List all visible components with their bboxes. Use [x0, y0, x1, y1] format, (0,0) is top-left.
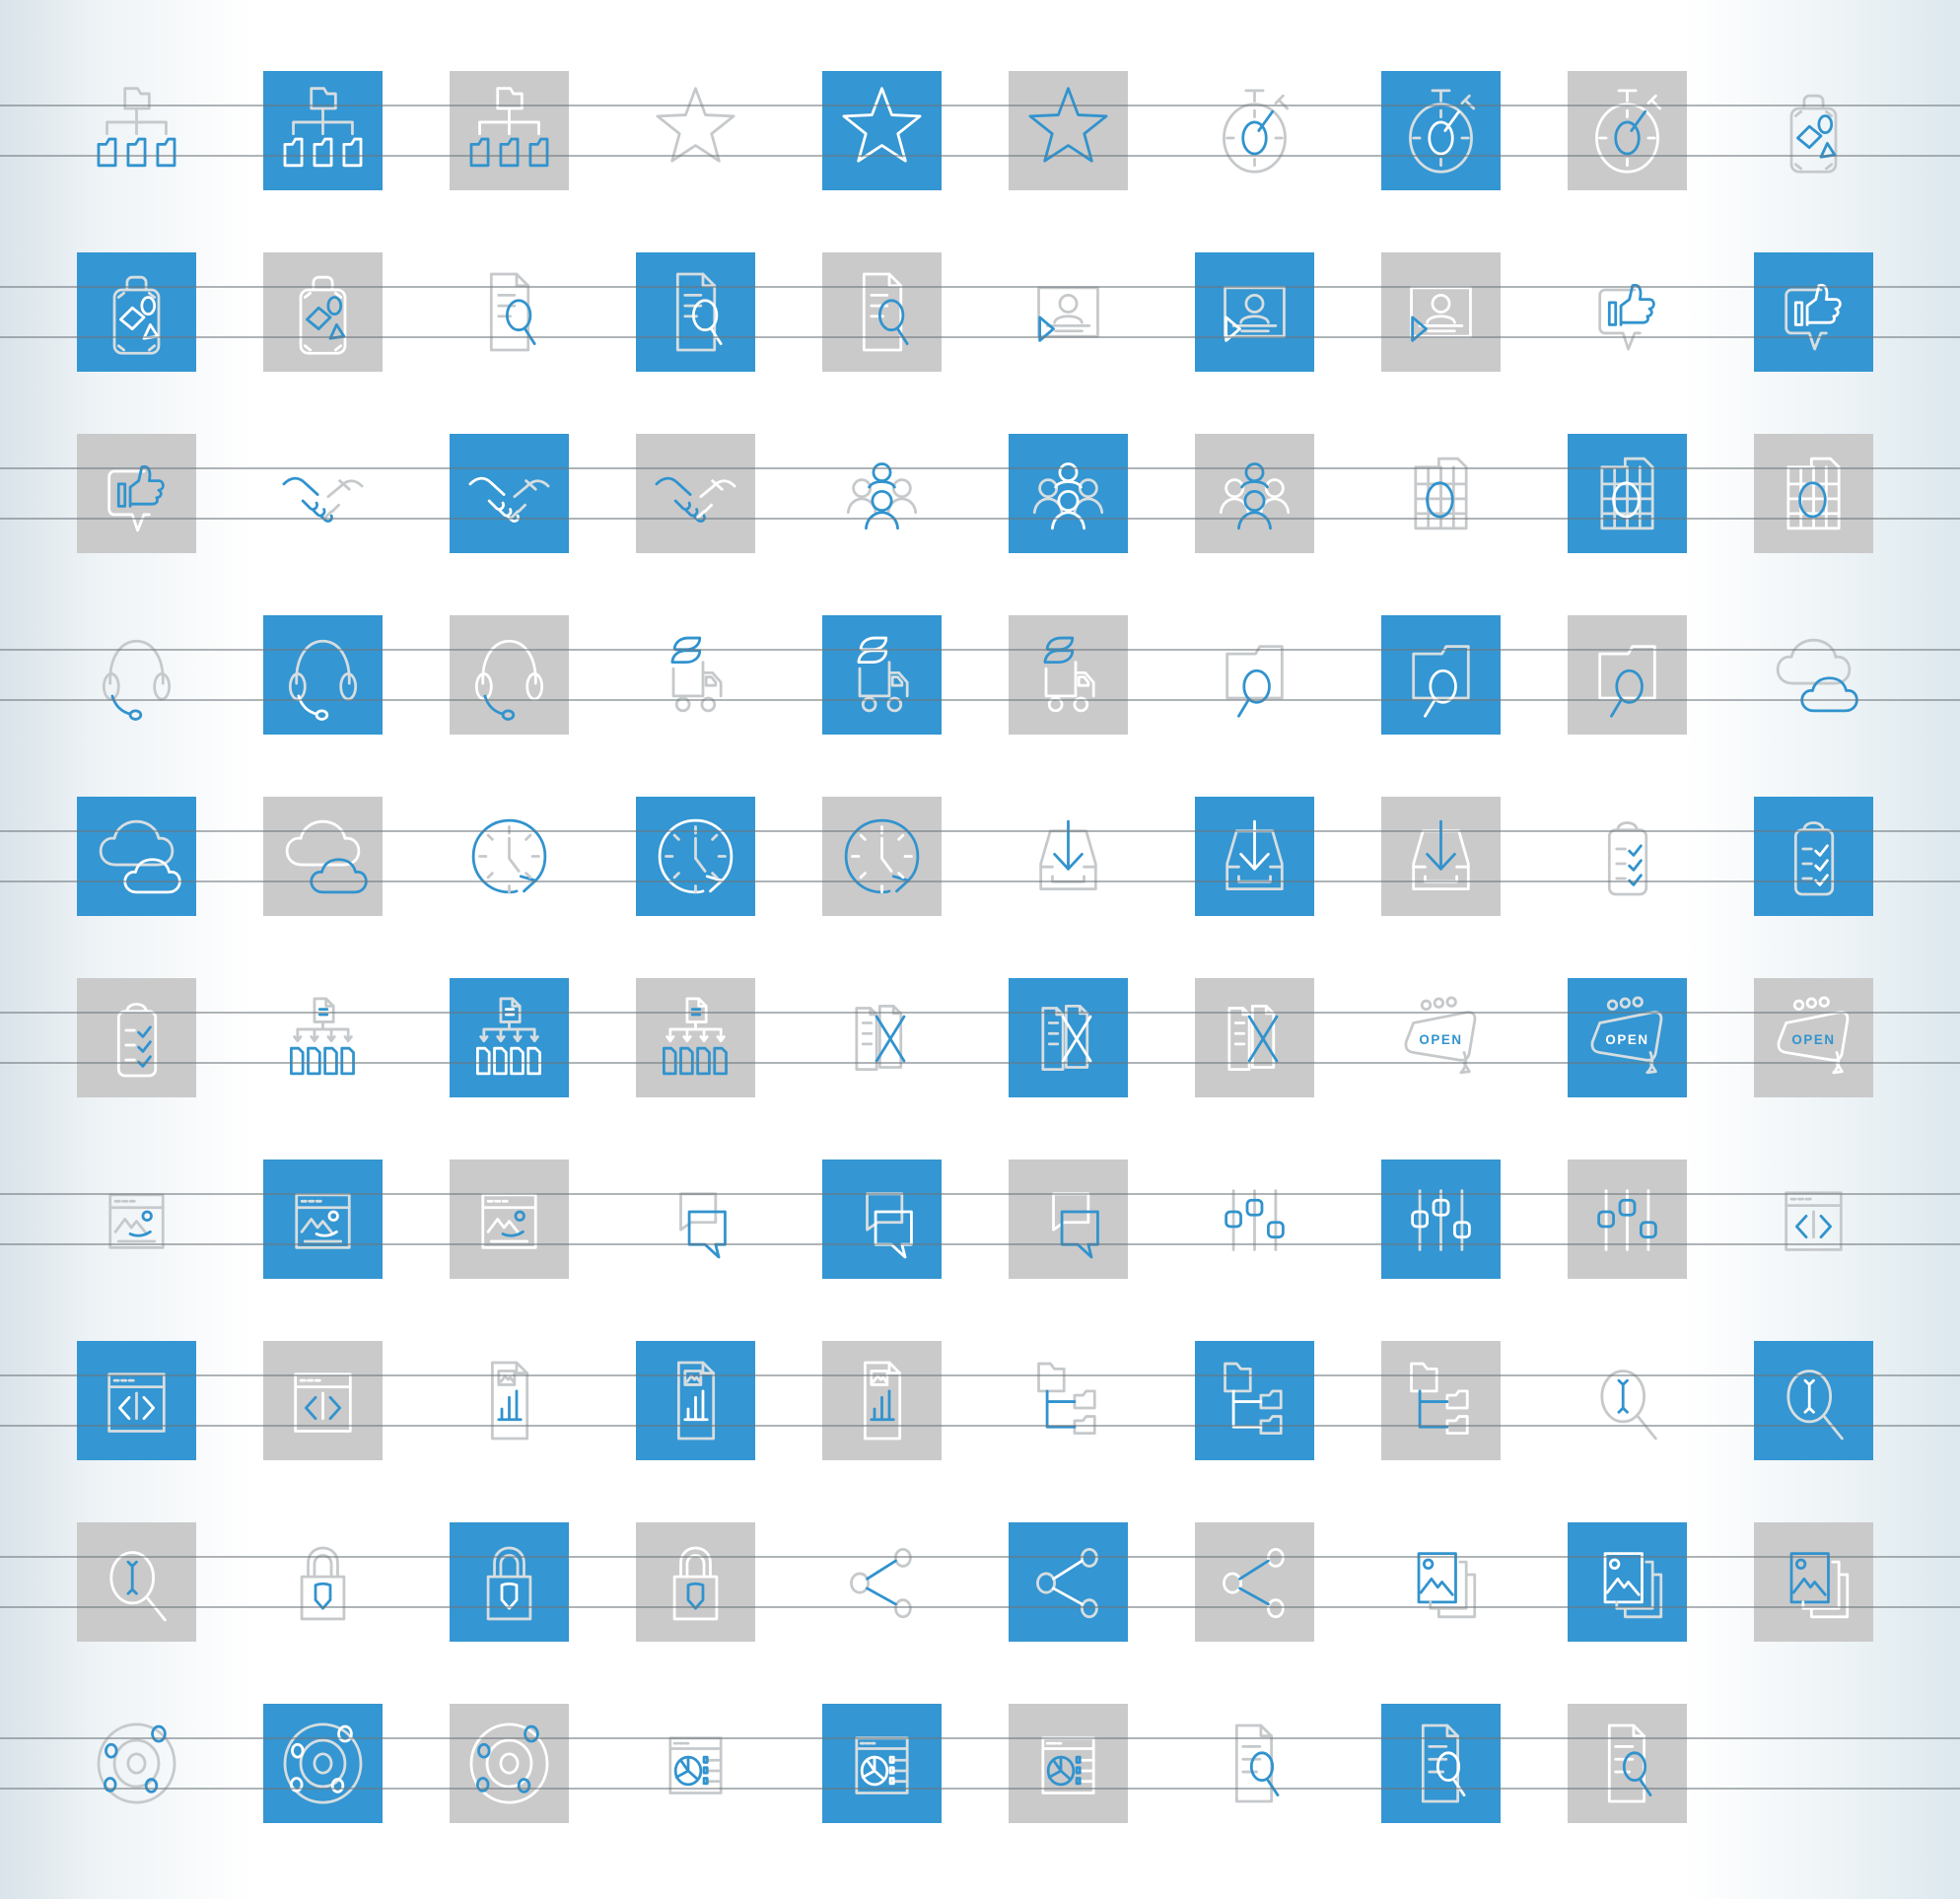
- handshake-icon: [643, 441, 748, 546]
- tile-orbit-network-blue: [263, 1704, 383, 1823]
- tile-delivery-truck-blue: [822, 615, 942, 735]
- image-browser-icon: [456, 1166, 562, 1272]
- tile-headset-support-gray: [450, 615, 569, 735]
- handshake-icon: [270, 441, 376, 546]
- clock-history-icon: [829, 804, 935, 909]
- inbox-download-icon: [1388, 804, 1494, 909]
- svg-text:OPEN: OPEN: [1419, 1031, 1463, 1047]
- clouds-icon: [84, 804, 189, 909]
- calendar-event-icon: [1761, 441, 1866, 546]
- delivery-truck-icon: [829, 622, 935, 728]
- tile-clipboard-checklist-plain: [1568, 797, 1687, 916]
- tile-text-search-plain: [1568, 1341, 1687, 1460]
- video-player-icon: [1015, 259, 1121, 365]
- share-network-icon: [1202, 1529, 1307, 1635]
- photo-stack-icon: [1575, 1529, 1680, 1635]
- document-search-2-icon: [1202, 1711, 1307, 1816]
- tile-stopwatch-gray: [1568, 71, 1687, 190]
- tile-handshake-blue: [450, 434, 569, 553]
- tile-report-document-plain: [450, 1341, 569, 1460]
- tile-handshake-plain: [263, 434, 383, 553]
- tile-chat-bubbles-gray: [1009, 1160, 1128, 1279]
- sitemap-folders-icon: [84, 78, 189, 183]
- tile-document-search-2-gray: [1568, 1704, 1687, 1823]
- share-network-icon: [1015, 1529, 1121, 1635]
- clock-history-icon: [643, 804, 748, 909]
- tile-photo-stack-blue: [1568, 1522, 1687, 1642]
- tile-settings-sliders-plain: [1195, 1160, 1314, 1279]
- document-distribution-icon: [456, 985, 562, 1090]
- tile-folder-tree-gray: [1381, 1341, 1501, 1460]
- tile-open-sign-gray: [1754, 978, 1873, 1097]
- tile-document-search-2-blue: [1381, 1704, 1501, 1823]
- tile-testimonial-thumbs-up-gray: [77, 434, 196, 553]
- dashboard-pie-icon: [643, 1711, 748, 1816]
- document-search-2-icon: [1575, 1711, 1680, 1816]
- people-group-icon: [1015, 441, 1121, 546]
- tile-text-search-blue: [1754, 1341, 1873, 1460]
- image-browser-icon: [270, 1166, 376, 1272]
- tile-clipboard-checklist-gray: [77, 978, 196, 1097]
- calendar-event-icon: [1388, 441, 1494, 546]
- open-sign-icon: [1388, 985, 1494, 1090]
- tile-settings-sliders-blue: [1381, 1160, 1501, 1279]
- tile-suitcase-blue: [77, 252, 196, 372]
- tile-settings-sliders-gray: [1568, 1160, 1687, 1279]
- tile-report-document-gray: [822, 1341, 942, 1460]
- tile-image-browser-blue: [263, 1160, 383, 1279]
- headset-support-icon: [84, 622, 189, 728]
- open-sign-icon: [1761, 985, 1866, 1090]
- tile-clock-history-blue: [636, 797, 755, 916]
- orbit-network-icon: [456, 1711, 562, 1816]
- clipboard-checklist-icon: [1575, 804, 1680, 909]
- tile-folder-search-gray: [1568, 615, 1687, 735]
- tile-orbit-network-gray: [450, 1704, 569, 1823]
- testimonial-thumbs-up-icon: [84, 441, 189, 546]
- sitemap-folders-icon: [456, 78, 562, 183]
- report-document-icon: [829, 1348, 935, 1453]
- tile-share-network-plain: [822, 1522, 942, 1642]
- suitcase-icon: [84, 259, 189, 365]
- documents-rejected-icon: [1015, 985, 1121, 1090]
- clouds-icon: [1761, 622, 1866, 728]
- inbox-download-icon: [1015, 804, 1121, 909]
- people-group-icon: [829, 441, 935, 546]
- share-network-icon: [829, 1529, 935, 1635]
- stopwatch-icon: [1202, 78, 1307, 183]
- tile-inbox-download-plain: [1009, 797, 1128, 916]
- video-player-icon: [1388, 259, 1494, 365]
- tile-stopwatch-plain: [1195, 71, 1314, 190]
- clipboard-checklist-icon: [84, 985, 189, 1090]
- folder-tree-icon: [1015, 1348, 1121, 1453]
- dashboard-pie-icon: [829, 1711, 935, 1816]
- image-browser-icon: [84, 1166, 189, 1272]
- orbit-network-icon: [84, 1711, 189, 1816]
- text-search-icon: [1575, 1348, 1680, 1453]
- tile-code-window-blue: [77, 1341, 196, 1460]
- handshake-icon: [456, 441, 562, 546]
- chat-bubbles-icon: [1015, 1166, 1121, 1272]
- tile-code-window-gray: [263, 1341, 383, 1460]
- tile-image-browser-gray: [450, 1160, 569, 1279]
- documents-rejected-icon: [1202, 985, 1307, 1090]
- tile-calendar-event-plain: [1381, 434, 1501, 553]
- tile-orbit-network-plain: [77, 1704, 196, 1823]
- tile-clouds-gray: [263, 797, 383, 916]
- report-document-icon: [456, 1348, 562, 1453]
- document-distribution-icon: [643, 985, 748, 1090]
- settings-sliders-icon: [1202, 1166, 1307, 1272]
- tile-clock-history-gray: [822, 797, 942, 916]
- tile-video-player-gray: [1381, 252, 1501, 372]
- headset-support-icon: [456, 622, 562, 728]
- tile-handshake-gray: [636, 434, 755, 553]
- tile-documents-rejected-blue: [1009, 978, 1128, 1097]
- tile-star-plain: [636, 71, 755, 190]
- suitcase-icon: [1761, 78, 1866, 183]
- tile-documents-rejected-plain: [822, 978, 942, 1097]
- tile-dashboard-pie-gray: [1009, 1704, 1128, 1823]
- document-search-2-icon: [1388, 1711, 1494, 1816]
- tile-testimonial-thumbs-up-blue: [1754, 252, 1873, 372]
- tile-document-distribution-plain: [263, 978, 383, 1097]
- svg-text:OPEN: OPEN: [1605, 1031, 1649, 1047]
- tile-share-network-blue: [1009, 1522, 1128, 1642]
- folder-search-icon: [1388, 622, 1494, 728]
- folder-search-icon: [1202, 622, 1307, 728]
- tile-padlock-blue: [450, 1522, 569, 1642]
- padlock-icon: [643, 1529, 748, 1635]
- padlock-icon: [456, 1529, 562, 1635]
- tile-people-group-blue: [1009, 434, 1128, 553]
- tile-open-sign-plain: [1381, 978, 1501, 1097]
- tile-delivery-truck-gray: [1009, 615, 1128, 735]
- dashboard-pie-icon: [1015, 1711, 1121, 1816]
- report-document-icon: [643, 1348, 748, 1453]
- testimonial-thumbs-up-icon: [1575, 259, 1680, 365]
- suitcase-icon: [270, 259, 376, 365]
- document-search-icon: [643, 259, 748, 365]
- clouds-icon: [270, 804, 376, 909]
- document-distribution-icon: [270, 985, 376, 1090]
- tile-document-search-plain: [450, 252, 569, 372]
- tile-document-distribution-gray: [636, 978, 755, 1097]
- tile-padlock-gray: [636, 1522, 755, 1642]
- tile-clock-history-plain: [450, 797, 569, 916]
- calendar-event-icon: [1575, 441, 1680, 546]
- tile-headset-support-blue: [263, 615, 383, 735]
- code-window-icon: [84, 1348, 189, 1453]
- folder-search-icon: [1575, 622, 1680, 728]
- tile-dashboard-pie-plain: [636, 1704, 755, 1823]
- tile-chat-bubbles-blue: [822, 1160, 942, 1279]
- tile-headset-support-plain: [77, 615, 196, 735]
- document-search-icon: [829, 259, 935, 365]
- tile-dashboard-pie-blue: [822, 1704, 942, 1823]
- tile-video-player-plain: [1009, 252, 1128, 372]
- tile-sitemap-folders-gray: [450, 71, 569, 190]
- documents-rejected-icon: [829, 985, 935, 1090]
- tile-calendar-event-blue: [1568, 434, 1687, 553]
- tile-inbox-download-gray: [1381, 797, 1501, 916]
- people-group-icon: [1202, 441, 1307, 546]
- star-icon: [643, 78, 748, 183]
- photo-stack-icon: [1761, 1529, 1866, 1635]
- tile-calendar-event-gray: [1754, 434, 1873, 553]
- tile-suitcase-gray: [263, 252, 383, 372]
- tile-stopwatch-blue: [1381, 71, 1501, 190]
- code-window-icon: [270, 1348, 376, 1453]
- tile-photo-stack-plain: [1381, 1522, 1501, 1642]
- chat-bubbles-icon: [643, 1166, 748, 1272]
- tile-clouds-blue: [77, 797, 196, 916]
- tile-suitcase-plain: [1754, 71, 1873, 190]
- clipboard-checklist-icon: [1761, 804, 1866, 909]
- padlock-icon: [270, 1529, 376, 1635]
- sitemap-folders-icon: [270, 78, 376, 183]
- video-player-icon: [1202, 259, 1307, 365]
- inbox-download-icon: [1202, 804, 1307, 909]
- tile-photo-stack-gray: [1754, 1522, 1873, 1642]
- tile-document-distribution-blue: [450, 978, 569, 1097]
- tile-document-search-gray: [822, 252, 942, 372]
- star-icon: [829, 78, 935, 183]
- tile-image-browser-plain: [77, 1160, 196, 1279]
- tile-star-gray: [1009, 71, 1128, 190]
- tile-inbox-download-blue: [1195, 797, 1314, 916]
- settings-sliders-icon: [1388, 1166, 1494, 1272]
- tile-folder-search-plain: [1195, 615, 1314, 735]
- tile-open-sign-blue: [1568, 978, 1687, 1097]
- tile-people-group-gray: [1195, 434, 1314, 553]
- delivery-truck-icon: [643, 622, 748, 728]
- tile-share-network-gray: [1195, 1522, 1314, 1642]
- document-search-icon: [456, 259, 562, 365]
- tile-star-blue: [822, 71, 942, 190]
- tile-sitemap-folders-plain: [77, 71, 196, 190]
- tile-document-search-2-plain: [1195, 1704, 1314, 1823]
- svg-text:OPEN: OPEN: [1791, 1031, 1836, 1047]
- tile-document-search-blue: [636, 252, 755, 372]
- tile-video-player-blue: [1195, 252, 1314, 372]
- tile-clouds-plain: [1754, 615, 1873, 735]
- icon-grid: [43, 39, 1907, 1854]
- tile-folder-search-blue: [1381, 615, 1501, 735]
- open-sign-icon: [1575, 985, 1680, 1090]
- tile-text-search-gray: [77, 1522, 196, 1642]
- tile-code-window-plain: [1754, 1160, 1873, 1279]
- settings-sliders-icon: [1575, 1166, 1680, 1272]
- tile-delivery-truck-plain: [636, 615, 755, 735]
- tile-folder-tree-blue: [1195, 1341, 1314, 1460]
- code-window-icon: [1761, 1166, 1866, 1272]
- testimonial-thumbs-up-icon: [1761, 259, 1866, 365]
- star-icon: [1015, 78, 1121, 183]
- tile-sitemap-folders-blue: [263, 71, 383, 190]
- chat-bubbles-icon: [829, 1166, 935, 1272]
- text-search-icon: [84, 1529, 189, 1635]
- tile-report-document-blue: [636, 1341, 755, 1460]
- orbit-network-icon: [270, 1711, 376, 1816]
- tile-clipboard-checklist-blue: [1754, 797, 1873, 916]
- tile-chat-bubbles-plain: [636, 1160, 755, 1279]
- clock-history-icon: [456, 804, 562, 909]
- folder-tree-icon: [1202, 1348, 1307, 1453]
- tile-documents-rejected-gray: [1195, 978, 1314, 1097]
- tile-people-group-plain: [822, 434, 942, 553]
- tile-padlock-plain: [263, 1522, 383, 1642]
- headset-support-icon: [270, 622, 376, 728]
- photo-stack-icon: [1388, 1529, 1494, 1635]
- text-search-icon: [1761, 1348, 1866, 1453]
- tile-folder-tree-plain: [1009, 1341, 1128, 1460]
- stopwatch-icon: [1388, 78, 1494, 183]
- stopwatch-icon: [1575, 78, 1680, 183]
- delivery-truck-icon: [1015, 622, 1121, 728]
- folder-tree-icon: [1388, 1348, 1494, 1453]
- tile-testimonial-thumbs-up-plain: [1568, 252, 1687, 372]
